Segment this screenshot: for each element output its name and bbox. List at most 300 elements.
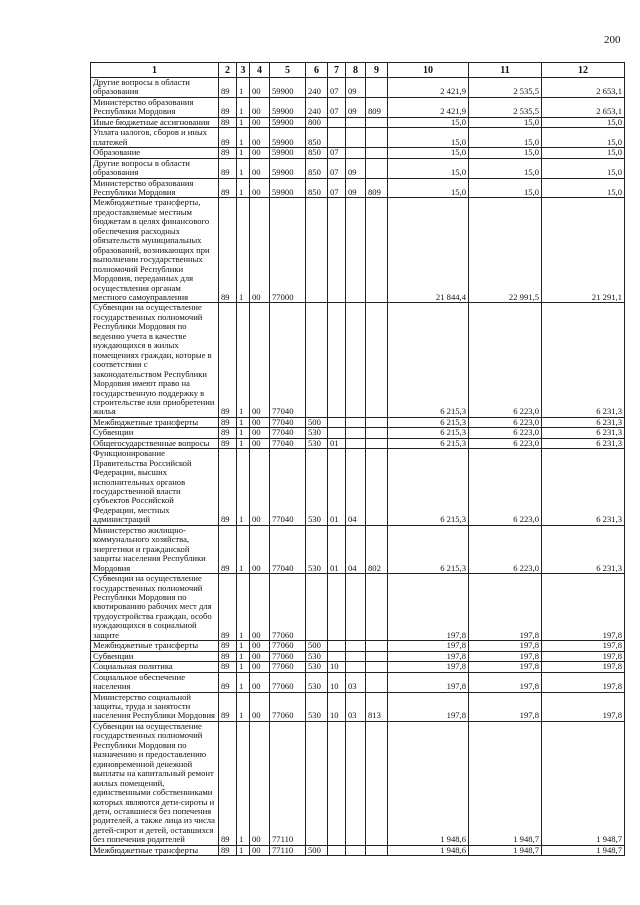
code-cell: 1 (237, 672, 250, 692)
amount-cell: 15,0 (388, 117, 469, 127)
code-cell: 10 (328, 672, 346, 692)
amount-cell: 2 535,5 (469, 97, 542, 117)
code-cell: 00 (250, 845, 270, 855)
amount-cell: 197,8 (469, 651, 542, 661)
code-cell: 77040 (270, 303, 306, 417)
amount-cell: 6 223,0 (469, 438, 542, 448)
row-name: Министерство жилищно-коммунального хозяйства, энергетики и гражданской защиты населения Республики Мордовия (91, 525, 219, 573)
code-cell: 1 (237, 97, 250, 117)
amount-cell: 1 948,7 (469, 845, 542, 855)
amount-cell: 6 215,3 (388, 417, 469, 427)
amount-cell: 197,8 (469, 641, 542, 651)
amount-cell: 197,8 (388, 651, 469, 661)
table-body (91, 78, 625, 856)
code-cell (366, 198, 388, 303)
amount-cell: 197,8 (388, 641, 469, 651)
row-name: Другие вопросы в области образования (91, 78, 219, 98)
amount-cell: 15,0 (542, 158, 625, 178)
amount-cell: 197,8 (469, 672, 542, 692)
amount-cell: 6 215,3 (388, 428, 469, 438)
amount-cell: 15,0 (469, 128, 542, 148)
code-cell: 00 (250, 158, 270, 178)
code-cell: 1 (237, 651, 250, 661)
table-row (91, 662, 625, 672)
table-row (91, 148, 625, 158)
code-cell: 77110 (270, 845, 306, 855)
code-cell: 77060 (270, 662, 306, 672)
code-cell: 59900 (270, 78, 306, 98)
code-cell: 07 (328, 78, 346, 98)
column-header: 3 (237, 63, 250, 78)
code-cell (306, 198, 328, 303)
code-cell: 59900 (270, 97, 306, 117)
code-cell: 89 (219, 672, 237, 692)
amount-cell: 21 291,1 (542, 198, 625, 303)
code-cell: 1 (237, 158, 250, 178)
code-cell: 89 (219, 845, 237, 855)
code-cell: 89 (219, 78, 237, 98)
amount-cell: 6 215,3 (388, 303, 469, 417)
code-cell: 00 (250, 721, 270, 845)
code-cell: 89 (219, 449, 237, 526)
code-cell: 03 (346, 692, 366, 721)
code-cell: 1 (237, 78, 250, 98)
amount-cell: 197,8 (542, 574, 625, 641)
code-cell: 802 (366, 525, 388, 573)
amount-cell: 15,0 (388, 148, 469, 158)
row-name: Социальное обеспечение населения (91, 672, 219, 692)
code-cell: 530 (306, 438, 328, 448)
code-cell: 1 (237, 721, 250, 845)
code-cell (328, 641, 346, 651)
code-cell (346, 641, 366, 651)
code-cell (366, 428, 388, 438)
table-row (91, 525, 625, 573)
amount-cell: 6 231,3 (542, 303, 625, 417)
amount-cell: 6 231,3 (542, 417, 625, 427)
row-name: Министерство социальной защиты, труда и занятости населения Республики Мордовия (91, 692, 219, 721)
code-cell: 00 (250, 428, 270, 438)
amount-cell: 197,8 (542, 692, 625, 721)
column-header: 12 (542, 63, 625, 78)
amount-cell: 2 653,1 (542, 97, 625, 117)
code-cell: 1 (237, 117, 250, 127)
code-cell: 07 (328, 97, 346, 117)
row-name: Субвенции (91, 651, 219, 661)
code-cell: 00 (250, 641, 270, 651)
code-cell: 1 (237, 845, 250, 855)
code-cell (328, 574, 346, 641)
code-cell: 89 (219, 117, 237, 127)
amount-cell: 1 948,7 (542, 845, 625, 855)
code-cell: 59900 (270, 128, 306, 148)
code-cell (366, 438, 388, 448)
table-row (91, 178, 625, 198)
table-row (91, 574, 625, 641)
amount-cell: 197,8 (388, 574, 469, 641)
code-cell (366, 662, 388, 672)
row-name: Межбюджетные трансферты (91, 641, 219, 651)
code-cell (328, 128, 346, 148)
code-cell: 89 (219, 574, 237, 641)
code-cell: 59900 (270, 158, 306, 178)
code-cell: 1 (237, 128, 250, 148)
column-header: 8 (346, 63, 366, 78)
code-cell: 77060 (270, 574, 306, 641)
amount-cell: 15,0 (469, 117, 542, 127)
code-cell (366, 78, 388, 98)
code-cell: 77040 (270, 428, 306, 438)
row-name: Министерство образования Республики Мордовия (91, 97, 219, 117)
code-cell: 89 (219, 692, 237, 721)
code-cell (306, 303, 328, 417)
code-cell: 500 (306, 417, 328, 427)
column-header: 5 (270, 63, 306, 78)
row-name: Субвенции на осуществление государственных полномочий Республики Мордовия по назначению и предоставлению единовременной денежной выплаты на капитальный ремонт жилых помещений, единственными собственниками которых являются дети-сироты и дети, оставшиеся без попечения родителей, а также лица из числа детей-сирот и детей, оставшихся без попечения родителей (91, 721, 219, 845)
column-header: 2 (219, 63, 237, 78)
code-cell: 77040 (270, 417, 306, 427)
table-row (91, 651, 625, 661)
code-cell: 89 (219, 97, 237, 117)
amount-cell: 15,0 (469, 178, 542, 198)
code-cell (366, 574, 388, 641)
code-cell: 1 (237, 148, 250, 158)
code-cell (366, 641, 388, 651)
code-cell: 89 (219, 721, 237, 845)
code-cell: 00 (250, 438, 270, 448)
code-cell: 809 (366, 97, 388, 117)
amount-cell: 1 948,7 (542, 721, 625, 845)
amount-cell: 15,0 (388, 178, 469, 198)
amount-cell: 197,8 (388, 692, 469, 721)
code-cell (346, 148, 366, 158)
code-cell (366, 845, 388, 855)
code-cell: 89 (219, 641, 237, 651)
code-cell: 530 (306, 662, 328, 672)
code-cell: 10 (328, 662, 346, 672)
amount-cell: 6 231,3 (542, 438, 625, 448)
code-cell: 09 (346, 178, 366, 198)
code-cell (328, 198, 346, 303)
amount-cell: 197,8 (469, 662, 542, 672)
code-cell: 530 (306, 651, 328, 661)
amount-cell: 197,8 (542, 651, 625, 661)
row-name: Субвенции на осуществление государственных полномочий Республики Мордовия по квотированию рабочих мест для трудоустройства граждан, особо нуждающихся в социальной защите (91, 574, 219, 641)
code-cell: 00 (250, 662, 270, 672)
table-row (91, 78, 625, 98)
code-cell: 00 (250, 97, 270, 117)
code-cell (346, 303, 366, 417)
amount-cell: 2 535,5 (469, 78, 542, 98)
amount-cell: 6 223,0 (469, 428, 542, 438)
row-name: Образование (91, 148, 219, 158)
amount-cell: 197,8 (388, 672, 469, 692)
code-cell: 850 (306, 158, 328, 178)
amount-cell: 2 421,9 (388, 97, 469, 117)
code-cell: 240 (306, 97, 328, 117)
amount-cell: 1 948,6 (388, 721, 469, 845)
code-cell: 07 (328, 148, 346, 158)
column-header: 6 (306, 63, 328, 78)
code-cell: 1 (237, 574, 250, 641)
code-cell: 00 (250, 178, 270, 198)
code-cell: 89 (219, 428, 237, 438)
code-cell (346, 198, 366, 303)
amount-cell: 15,0 (542, 178, 625, 198)
row-name: Другие вопросы в области образования (91, 158, 219, 178)
code-cell: 00 (250, 651, 270, 661)
code-cell: 89 (219, 128, 237, 148)
code-cell: 1 (237, 428, 250, 438)
amount-cell: 197,8 (388, 662, 469, 672)
code-cell: 89 (219, 438, 237, 448)
code-cell: 1 (237, 692, 250, 721)
code-cell: 800 (306, 117, 328, 127)
table-row (91, 641, 625, 651)
table-row (91, 158, 625, 178)
amount-cell: 1 948,6 (388, 845, 469, 855)
code-cell: 00 (250, 148, 270, 158)
code-cell: 77060 (270, 672, 306, 692)
code-cell: 89 (219, 158, 237, 178)
code-cell: 59900 (270, 148, 306, 158)
code-cell: 1 (237, 662, 250, 672)
code-cell: 77040 (270, 525, 306, 573)
code-cell (366, 721, 388, 845)
code-cell: 1 (237, 449, 250, 526)
amount-cell: 6 223,0 (469, 449, 542, 526)
code-cell: 809 (366, 178, 388, 198)
code-cell: 77060 (270, 651, 306, 661)
code-cell: 09 (346, 97, 366, 117)
code-cell (366, 117, 388, 127)
table-row (91, 198, 625, 303)
code-cell: 813 (366, 692, 388, 721)
code-cell: 89 (219, 525, 237, 573)
code-cell: 07 (328, 178, 346, 198)
code-cell: 89 (219, 198, 237, 303)
row-name: Общегосударственные вопросы (91, 438, 219, 448)
code-cell: 00 (250, 417, 270, 427)
code-cell: 77000 (270, 198, 306, 303)
column-header: 11 (469, 63, 542, 78)
column-header: 7 (328, 63, 346, 78)
amount-cell: 6 231,3 (542, 525, 625, 573)
row-name: Межбюджетные трансферты, предоставляемые местным бюджетам в целях финансового обеспечения расходных обязательств муниципальных образований, возникающих при выполнении государственных полномочий Республики Мордовия, переданных для осуществления органам местного самоуправления (91, 198, 219, 303)
code-cell (306, 721, 328, 845)
code-cell: 77060 (270, 641, 306, 651)
code-cell (366, 128, 388, 148)
code-cell (346, 721, 366, 845)
amount-cell: 2 653,1 (542, 78, 625, 98)
code-cell: 530 (306, 672, 328, 692)
code-cell: 500 (306, 845, 328, 855)
amount-cell: 15,0 (469, 158, 542, 178)
amount-cell: 6 215,3 (388, 525, 469, 573)
code-cell: 77110 (270, 721, 306, 845)
amount-cell: 15,0 (388, 128, 469, 148)
code-cell (346, 574, 366, 641)
code-cell: 00 (250, 198, 270, 303)
code-cell (328, 845, 346, 855)
code-cell (306, 574, 328, 641)
code-cell: 01 (328, 525, 346, 573)
code-cell: 89 (219, 148, 237, 158)
code-cell: 850 (306, 148, 328, 158)
amount-cell: 22 991,5 (469, 198, 542, 303)
table-row (91, 303, 625, 417)
code-cell (328, 303, 346, 417)
amount-cell: 21 844,4 (388, 198, 469, 303)
amount-cell: 15,0 (388, 158, 469, 178)
row-name: Иные бюджетные ассигнования (91, 117, 219, 127)
code-cell (346, 438, 366, 448)
code-cell (328, 117, 346, 127)
code-cell (328, 428, 346, 438)
code-cell (366, 449, 388, 526)
code-cell: 04 (346, 449, 366, 526)
code-cell: 00 (250, 449, 270, 526)
code-cell: 09 (346, 78, 366, 98)
code-cell (346, 651, 366, 661)
code-cell: 850 (306, 128, 328, 148)
amount-cell: 6 215,3 (388, 438, 469, 448)
code-cell: 89 (219, 178, 237, 198)
row-name: Межбюджетные трансферты (91, 417, 219, 427)
table-row (91, 672, 625, 692)
table-row (91, 721, 625, 845)
code-cell: 1 (237, 178, 250, 198)
code-cell: 01 (328, 438, 346, 448)
amount-cell: 2 421,9 (388, 78, 469, 98)
amount-cell: 15,0 (542, 148, 625, 158)
amount-cell: 197,8 (542, 662, 625, 672)
amount-cell: 197,8 (542, 672, 625, 692)
amount-cell: 197,8 (469, 692, 542, 721)
amount-cell: 6 231,3 (542, 449, 625, 526)
code-cell: 09 (346, 158, 366, 178)
code-cell: 89 (219, 303, 237, 417)
code-cell: 10 (328, 692, 346, 721)
code-cell (346, 845, 366, 855)
code-cell: 03 (346, 672, 366, 692)
amount-cell: 6 231,3 (542, 428, 625, 438)
code-cell (366, 158, 388, 178)
code-cell (366, 672, 388, 692)
table-row (91, 417, 625, 427)
code-cell: 00 (250, 525, 270, 573)
column-header: 9 (366, 63, 388, 78)
row-name: Субвенции на осуществление государственных полномочий Республики Мордовия по ведению учета в качестве нуждающихся в жилых помещениях граждан, которые в соответствии с законодательством Республики Мордовия имеют право на государственную поддержку в строительстве или приобретении жилья (91, 303, 219, 417)
code-cell: 1 (237, 641, 250, 651)
row-name: Межбюджетные трансферты (91, 845, 219, 855)
code-cell (346, 428, 366, 438)
table-row (91, 428, 625, 438)
code-cell (346, 417, 366, 427)
code-cell: 07 (328, 158, 346, 178)
code-cell (366, 417, 388, 427)
budget-table (90, 62, 625, 856)
code-cell: 00 (250, 128, 270, 148)
code-cell: 01 (328, 449, 346, 526)
row-name: Министерство образования Республики Мордовия (91, 178, 219, 198)
row-name: Уплата налогов, сборов и иных платежей (91, 128, 219, 148)
amount-cell: 197,8 (469, 574, 542, 641)
code-cell: 530 (306, 525, 328, 573)
code-cell: 89 (219, 651, 237, 661)
table-row (91, 97, 625, 117)
code-cell (328, 651, 346, 661)
code-cell: 1 (237, 198, 250, 303)
code-cell (366, 651, 388, 661)
amount-cell: 197,8 (542, 641, 625, 651)
amount-cell: 15,0 (469, 148, 542, 158)
amount-cell: 6 223,0 (469, 525, 542, 573)
page-number: 200 (604, 34, 621, 46)
code-cell: 04 (346, 525, 366, 573)
code-cell: 850 (306, 178, 328, 198)
code-cell (346, 662, 366, 672)
code-cell: 59900 (270, 117, 306, 127)
code-cell: 00 (250, 574, 270, 641)
table-header-row (91, 63, 625, 78)
code-cell: 240 (306, 78, 328, 98)
table-row (91, 117, 625, 127)
code-cell: 77040 (270, 438, 306, 448)
amount-cell: 6 223,0 (469, 417, 542, 427)
code-cell: 77040 (270, 449, 306, 526)
code-cell: 1 (237, 525, 250, 573)
code-cell: 00 (250, 672, 270, 692)
amount-cell: 1 948,7 (469, 721, 542, 845)
row-name: Субвенции (91, 428, 219, 438)
code-cell (346, 128, 366, 148)
table-row (91, 692, 625, 721)
code-cell: 00 (250, 692, 270, 721)
code-cell: 1 (237, 303, 250, 417)
table-row (91, 449, 625, 526)
column-header: 1 (91, 63, 219, 78)
code-cell: 530 (306, 428, 328, 438)
code-cell (328, 417, 346, 427)
code-cell: 00 (250, 117, 270, 127)
table-row (91, 128, 625, 148)
code-cell: 89 (219, 417, 237, 427)
code-cell: 530 (306, 692, 328, 721)
code-cell: 1 (237, 438, 250, 448)
amount-cell: 6 215,3 (388, 449, 469, 526)
code-cell: 1 (237, 417, 250, 427)
amount-cell: 6 223,0 (469, 303, 542, 417)
amount-cell: 15,0 (542, 117, 625, 127)
column-header: 10 (388, 63, 469, 78)
code-cell (366, 303, 388, 417)
code-cell: 59900 (270, 178, 306, 198)
code-cell: 00 (250, 78, 270, 98)
row-name: Социальная политика (91, 662, 219, 672)
code-cell: 77060 (270, 692, 306, 721)
code-cell: 89 (219, 662, 237, 672)
code-cell (328, 721, 346, 845)
code-cell (366, 148, 388, 158)
code-cell: 00 (250, 303, 270, 417)
code-cell (346, 117, 366, 127)
table-row (91, 438, 625, 448)
column-header: 4 (250, 63, 270, 78)
table-row (91, 845, 625, 855)
row-name: Функционирование Правительства Российской Федерации, высших исполнительных органов государственной власти субъектов Российской Федерации, местных администраций (91, 449, 219, 526)
amount-cell: 15,0 (542, 128, 625, 148)
